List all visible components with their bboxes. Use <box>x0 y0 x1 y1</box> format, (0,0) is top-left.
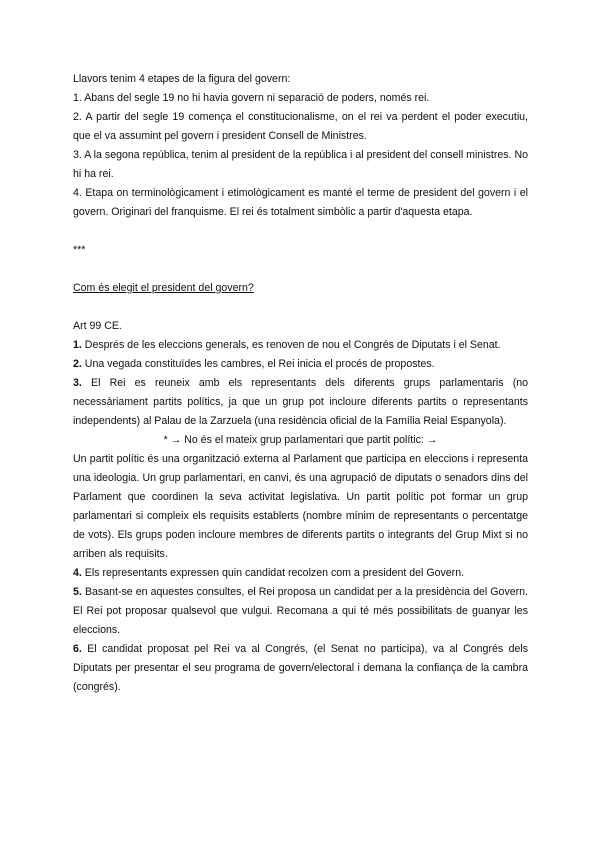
stage-number: 2. <box>73 111 82 123</box>
stage-text: Abans del segle 19 no hi havia govern ni separació de poders, només rei. <box>84 92 430 104</box>
stage-item <box>73 108 528 146</box>
stage-text: A partir del segle 19 comença el constitucionalisme, on el rei va perdent el poder executiu, que el va assumint pel govern i president Consell de Ministres. <box>73 111 529 142</box>
stage-item <box>73 184 528 222</box>
step-number: 3. <box>73 377 82 389</box>
step-number: 1. <box>73 339 82 351</box>
intro-line: Llavors tenim 4 etapes de la figura del govern: <box>73 73 291 85</box>
note-line: * → No és el mateix grup parlamentari que partit polític: → <box>163 434 438 446</box>
separator: *** <box>73 244 86 256</box>
step-item <box>73 583 528 640</box>
step-number: 5. <box>73 586 82 598</box>
step-number: 2. <box>73 358 82 370</box>
step-text: Els representants expressen quin candidat recolzen com a president del Govern. <box>84 567 465 579</box>
step-text: Basant-se en aquestes consultes, el Rei proposa un candidat per a la presidència del Govern. El Rei pot proposar qualsevol que vulgui. Recomana a qui té més possibilitats de guanyar les eleccions. <box>73 586 528 636</box>
stage-text: A la segona república, tenim al president de la república i al president del consell ministres. No hi ha rei. <box>73 149 529 180</box>
step-text: Una vegada constituïdes les cambres, el Rei inicia el procés de propostes. <box>84 358 435 370</box>
step-number: 4. <box>73 567 82 579</box>
stage-number: 3. <box>73 149 82 161</box>
step-item <box>73 355 528 374</box>
step-text: El Rei es reuneix amb els representants dels diferents grups parlamentaris (no necessàriament partits polítics, ja que un grup pot incloure diferents partits o representants independents) al Palau de la Zarzuela (una residència oficial de la Família Reial Espanyola). <box>73 377 529 427</box>
section-title: Com és elegit el president del govern? <box>73 282 254 294</box>
stage-text: Etapa on terminològicament i etimològicament es manté el terme de president del govern i el govern. Originari del franquisme. El rei és totalment simbòlic a partir d'aquesta etapa. <box>73 187 528 218</box>
stage-number: 1. <box>73 92 82 104</box>
stage-item <box>73 89 528 108</box>
step-text: Després de les eleccions generals, es renoven de nou el Congrés de Diputats i el Senat. <box>84 339 501 351</box>
article-reference: Art 99 CE. <box>73 320 122 332</box>
document-body <box>73 70 528 697</box>
step-item <box>73 640 528 697</box>
note-paragraph: Un partit polític és una organització externa al Parlament que participa en eleccions i representa una ideologia. Un grup parlamentari, en canvi, és una agrupació de diputats o senadors dins del Parlament que coordinen la seva activitat legislativa. Un partit polític pot formar un grup parlamentari si compleix els requisits establerts (nombre mínim de representants o percentatge de vots). Els grups poden incloure membres de diferents partits o integrants del Grup Mixt si no arriben als requisits. <box>73 453 528 560</box>
step-item <box>73 336 528 355</box>
stage-number: 4. <box>73 187 82 199</box>
step-text: El candidat proposat pel Rei va al Congrés, (el Senat no participa), va al Congrés dels Diputats per presentar el seu programa de govern/electoral i demana la confiança de la cambra (congrés). <box>73 643 528 693</box>
stage-item <box>73 146 528 184</box>
step-item <box>73 374 528 431</box>
step-number: 6. <box>73 643 82 655</box>
step-item <box>73 564 528 583</box>
